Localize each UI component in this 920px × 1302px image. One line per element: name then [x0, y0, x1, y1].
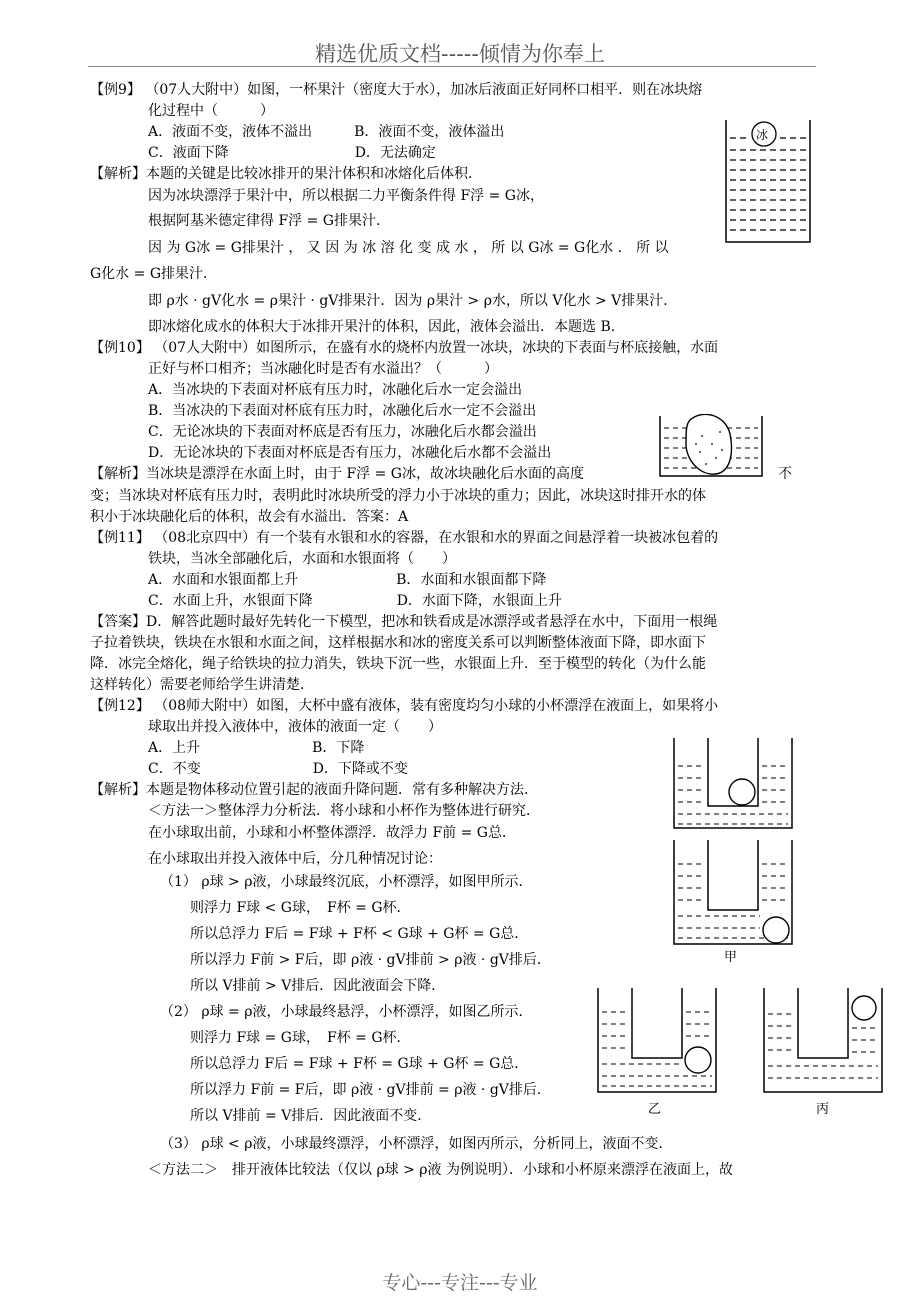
figure-jia: [670, 838, 796, 948]
line-ex11-ans-4: 这样转化）需要老师给学生讲清楚．: [90, 677, 314, 693]
line-ex12-sol-1: 【解析】本题是物体移动位置引起的液面升降问题．常有多种解决方法．: [90, 782, 538, 798]
caption-yi: 乙: [648, 1102, 662, 1117]
line-case1-a: 则浮力 F球 < G球， F杯 = G杯．: [190, 900, 411, 916]
line-ex9-opt-cd: C．液面下降 D．无法确定: [148, 145, 436, 161]
line-ex10-opt-a: A．当冰块的下表面对杯底有压力时，冰融化后水一定会溢出: [148, 382, 523, 398]
line-case1-c: 所以浮力 F前 > F后，即 ρ液 · gV排前 > ρ液 · gV排后．: [190, 952, 551, 968]
line-ex10-sol-3: 积小于冰块融化后的体积，故会有水溢出．答案：A: [90, 509, 409, 525]
line-ex10-opt-b: B．当冰决的下表面对杯底有压力时，冰融化后水一定不会溢出: [148, 403, 537, 419]
caption-bing: 丙: [816, 1102, 830, 1117]
line-case1-d: 所以 V排前 > V排后．因此液面会下降．: [190, 978, 446, 994]
line-case2-c: 所以浮力 F前 = F后，即 ρ液 · gV排前 = ρ液 · gV排后．: [190, 1082, 551, 1098]
line-ex10-opt-d: D．无论冰块的下表面对杯底是否有压力，冰融化后水都不会溢出: [148, 445, 552, 461]
header-divider: [88, 66, 816, 67]
line-ex10-opt-c: C．无论冰块的下表面对杯底是否有压力，冰融化后水都会溢出: [148, 424, 537, 440]
line-ex9-2: 化过程中（ ）: [148, 103, 274, 119]
line-ex12-after: 在小球取出并投入液体中后，分几种情况讨论：: [148, 851, 442, 867]
line-ex9-sol-7: 即冰熔化成水的体积大于冰排开果汁的体积，因此，液体会溢出．本题选 B．: [148, 319, 625, 335]
line-ex9-sol-4: 因 为 G冰 = G排果汁 ， 又 因 为 冰 溶 化 变 成 水 ， 所 以 G冰 = G化水 ． 所 以: [148, 240, 669, 256]
ice-label: 冰: [756, 128, 769, 142]
line-ex12-before: 在小球取出前，小球和小杯整体漂浮．故浮力 F前 = G总．: [148, 825, 516, 841]
line-ex9-1: 【例9】 （07人大附中）如图，一杯果汁（密度大于水），加冰后液面正好同杯口相平．则在冰块熔: [90, 82, 703, 98]
line-ex10-sol-2: 变；当冰块对杯底有压力时，表明此时冰块所受的浮力小于冰块的重力；因此，冰块这时排开水的体: [90, 488, 706, 504]
line-ex9-sol-3: 根据阿基米德定律得 F浮 = G排果汁．: [148, 213, 390, 229]
caption-jia: 甲: [724, 950, 738, 965]
line-ex11-opt-cd: C．水面上升，水银面下降 D．水面下降，水银面上升: [148, 593, 562, 609]
line-ex12-opt-ab: A．上升 B．下降: [148, 740, 365, 756]
line-ex10-1: 【例10】 （07人大附中）如图所示，在盛有水的烧杯内放置一冰块，冰块的下表面与杯底接触，水面: [90, 340, 719, 356]
line-case1: （1） ρ球 > ρ液，小球最终沉底，小杯漂浮，如图甲所示．: [160, 874, 533, 890]
sunk-ball: [763, 917, 789, 943]
line-method2: ＜方法二＞ 排开液体比较法（仅以 ρ球 > ρ液 为例说明）．小球和小杯原来漂浮在液面上，故: [148, 1162, 733, 1178]
line-case2-b: 所以总浮力 F后 = F球 + F杯 = G球 + G杯 = G总．: [190, 1056, 529, 1072]
figure-yi: [594, 986, 720, 1096]
line-ex11-ans-3: 降．冰完全熔化，绳子给铁块的拉力消失，铁块下沉一些，水银面上升．至于模型的转化（为什么能: [90, 656, 706, 672]
line-case2: （2） ρ球 = ρ液，小球最终悬浮，小杯漂浮，如图乙所示．: [160, 1004, 533, 1020]
figure-bing: [760, 986, 886, 1096]
line-ex10-sol-1-end: 不: [778, 466, 792, 482]
line-case3: （3） ρ球 < ρ液，小球最终漂浮，小杯漂浮，如图丙所示，分析同上，液面不变．: [160, 1136, 673, 1152]
line-ex9-sol-6: 即 ρ水 · gV化水 = ρ果汁 · gV排果汁．因为 ρ果汁 > ρ水，所以 V化水 > V排果汁．: [148, 293, 678, 309]
page-footer: 专心---专注---专业: [382, 1272, 538, 1294]
line-ex12-2: 球取出并投入液体中，液体的液面一定（ ）: [148, 719, 442, 735]
ball-in-cup: [729, 779, 755, 805]
line-ex11-ans-2: 子拉着铁块，铁块在水银和水面之间，这样根据水和冰的密度关系可以判断整体液面下降，即水面下: [90, 635, 706, 651]
line-ex10-2: 正好与杯口相齐；当冰融化时是否有水溢出？（ ）: [148, 361, 498, 377]
suspended-ball: [685, 1047, 711, 1073]
line-ex9-sol-1: 【解析】本题的关键是比较冰排开的果汁体积和冰熔化后体积．: [90, 166, 482, 182]
line-ex11-1: 【例11】 （08北京四中）有一个装有水银和水的容器，在水银和水的界面之间悬浮着一块被冰包着的: [90, 530, 719, 546]
line-ex11-ans-1: 【答案】D．解答此题时最好先转化一下模型，把冰和铁看成是冰漂浮或者悬浮在水中，下面用一根绳: [90, 614, 718, 630]
floating-ball: [852, 996, 876, 1020]
line-ex9-opt-ab: A．液面不变，液体不溢出 B．液面不变，液体溢出: [148, 124, 505, 140]
line-ex12-opt-cd: C．不变 D．下降或不变: [148, 761, 408, 777]
ice-block-shape: [686, 414, 731, 474]
line-case2-d: 所以 V排前 = V排后．因此液面不变．: [190, 1108, 432, 1124]
page-header: 精选优质文档-----倾情为你奉上: [315, 42, 605, 66]
ex10-beaker-figure: [656, 414, 768, 480]
line-ex12-method1: ＜方法一＞整体浮力分析法．将小球和小杯作为整体进行研究．: [148, 803, 540, 819]
line-ex9-sol-5: G化水 = G排果汁．: [90, 266, 217, 282]
ex12-before-figure: [670, 736, 796, 832]
line-ex12-1: 【例12】 （08师大附中）如图，大杯中盛有液体，装有密度均匀小球的小杯漂浮在液面上，如果将小: [90, 698, 719, 714]
line-ex9-sol-2: 因为冰块漂浮于果汁中，所以根据二力平衡条件得 F浮 = G冰，: [148, 188, 544, 204]
line-ex11-opt-ab: A．水面和水银面都上升 B．水面和水银面都下降: [148, 572, 547, 588]
line-ex11-2: 铁块，当冰全部融化后，水面和水银面将（ ）: [148, 551, 456, 567]
line-ex10-sol-1: 【解析】当冰块是漂浮在水面上时，由于 F浮 = G冰，故冰块融化后水面的高度: [90, 466, 584, 482]
line-case2-a: 则浮力 F球 = G球， F杯 = G杯．: [190, 1030, 411, 1046]
line-case1-b: 所以总浮力 F后 = F球 + F杯 < G球 + G杯 = G总．: [190, 926, 529, 942]
